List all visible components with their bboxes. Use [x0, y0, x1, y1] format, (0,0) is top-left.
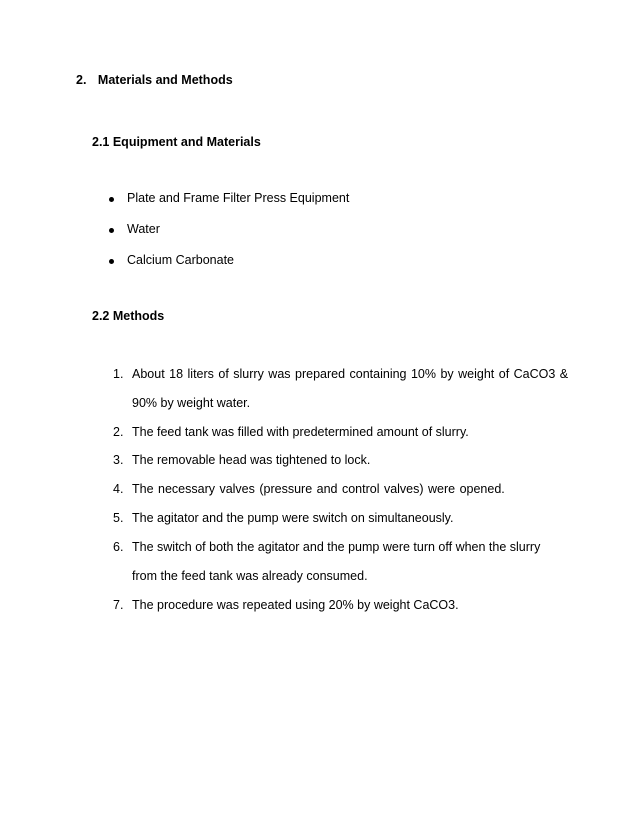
- step-number: 3.: [113, 453, 124, 467]
- section-number: 2.: [76, 73, 87, 87]
- step-number: 1.: [113, 367, 124, 381]
- step-text: from the feed tank was already consumed.: [132, 569, 368, 583]
- step-text: The necessary valves (pressure and control valves) were opened.: [132, 482, 505, 496]
- step-text: The switch of both the agitator and the pump were turn off when the slurry: [132, 540, 541, 554]
- equipment-heading: 2.1 Equipment and Materials: [92, 135, 261, 149]
- equipment-item: Water: [127, 222, 160, 236]
- step-text: The procedure was repeated using 20% by weight CaCO3.: [132, 598, 459, 612]
- section-heading: [76, 73, 233, 87]
- equipment-item: Plate and Frame Filter Press Equipment: [127, 191, 350, 205]
- step-number: 7.: [113, 598, 124, 612]
- step-number: 4.: [113, 482, 124, 496]
- step-number: 5.: [113, 511, 124, 525]
- step-number: 2.: [113, 425, 124, 439]
- step-text: 90% by weight water.: [132, 396, 251, 410]
- bullet-icon: [109, 197, 114, 202]
- methods-heading: 2.2 Methods: [92, 309, 165, 323]
- bullet-icon: [109, 259, 114, 264]
- step-number: 6.: [113, 540, 124, 554]
- step-text: The agitator and the pump were switch on simultaneously.: [132, 511, 454, 525]
- step-text: The removable head was tightened to lock.: [132, 453, 371, 467]
- equipment-item: Calcium Carbonate: [127, 253, 234, 267]
- bullet-icon: [109, 228, 114, 233]
- step-text: About 18 liters of slurry was prepared containing 10% by weight of CaCO3 &: [132, 367, 569, 381]
- section-title: Materials and Methods: [97, 73, 233, 87]
- step-text: The feed tank was filled with predetermined amount of slurry.: [132, 425, 469, 439]
